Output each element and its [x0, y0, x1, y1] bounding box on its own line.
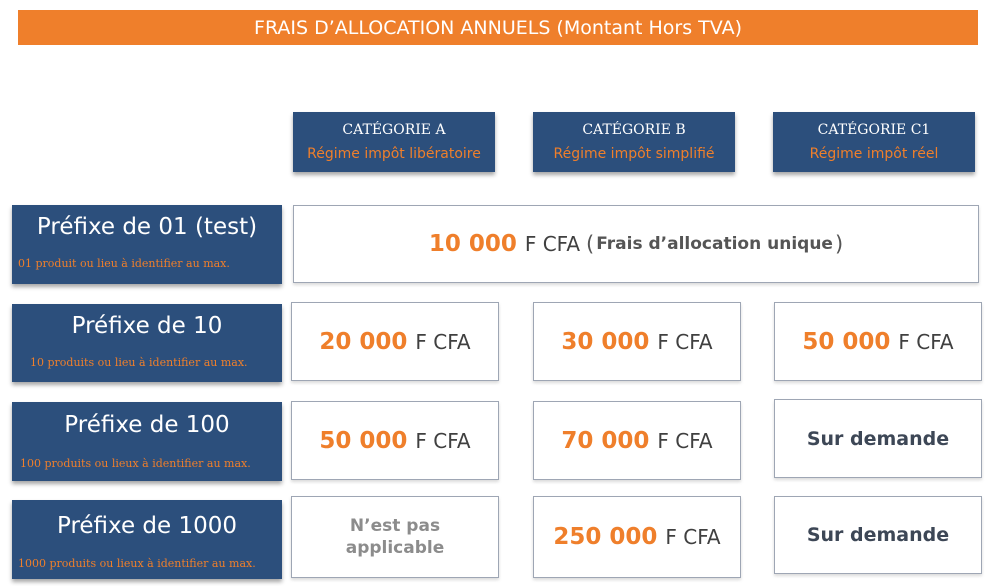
- prefix-100-label: [12, 402, 282, 481]
- on-request-text: Sur demande: [806, 427, 950, 450]
- category-name: CATÉGORIE C1: [817, 122, 931, 138]
- prefix-1000-cat-a-cell: [291, 496, 499, 578]
- category-c1-header: [773, 112, 975, 172]
- on-request-text: Sur demande: [806, 524, 950, 546]
- prefix-10-cat-b-cell: [533, 302, 741, 381]
- fee-amount: 30 000: [561, 328, 650, 355]
- note-paren-open: (: [586, 232, 595, 256]
- prefix-subtitle: 01 produit ou lieu à identifier au max.: [18, 257, 230, 270]
- category-regime: Régime impôt simplifié: [553, 146, 715, 162]
- fee-currency: F CFA: [524, 232, 581, 256]
- fee-amount: 50 000: [802, 328, 891, 355]
- page-title-banner: [18, 10, 978, 45]
- fee-currency: F CFA: [898, 329, 954, 354]
- category-name: CATÉGORIE B: [582, 122, 686, 138]
- prefix-1000-cat-c1-cell: [774, 496, 982, 574]
- note-paren-close: ): [834, 232, 844, 256]
- prefix-title: Préfixe de 10: [71, 313, 223, 339]
- not-applicable-line1: N’est pas: [349, 516, 441, 536]
- prefix-subtitle: 10 produits ou lieu à identifier au max.: [30, 356, 248, 369]
- category-b-header: [533, 112, 735, 172]
- fee-amount: 20 000: [319, 328, 408, 355]
- prefix-10-cat-c1-cell: [774, 302, 982, 381]
- prefix-100-cat-c1-cell: [774, 399, 982, 478]
- fee-currency: F CFA: [665, 525, 721, 549]
- prefix-10-cat-a-cell: [291, 302, 499, 381]
- prefix-01-label: [12, 205, 282, 284]
- fee-currency: F CFA: [657, 428, 713, 453]
- prefix-100-cat-b-cell: [533, 401, 741, 480]
- category-regime: Régime impôt libératoire: [307, 146, 481, 162]
- category-name: CATÉGORIE A: [342, 122, 446, 138]
- fee-amount: 250 000: [553, 524, 658, 550]
- category-regime: Régime impôt réel: [809, 146, 939, 162]
- prefix-title: Préfixe de 100: [64, 412, 230, 438]
- prefix-1000-label: [12, 500, 282, 579]
- prefix-title: Préfixe de 1000: [56, 513, 237, 539]
- fee-note: Frais d’allocation unique: [596, 234, 833, 254]
- fee-amount: 50 000: [319, 427, 408, 454]
- page-title: FRAIS D’ALLOCATION ANNUELS (Montant Hors TVA): [254, 16, 742, 39]
- fee-amount: 70 000: [561, 427, 650, 454]
- prefix-10-label: [12, 304, 282, 382]
- fee-currency: F CFA: [415, 428, 471, 453]
- prefix-01-fee-cell: [293, 205, 979, 283]
- prefix-100-cat-a-cell: [291, 401, 499, 480]
- category-a-header: [293, 112, 495, 172]
- prefix-1000-cat-b-cell: [533, 496, 741, 578]
- prefix-subtitle: 1000 produits ou lieux à identifier au max.: [18, 557, 256, 570]
- prefix-title: Préfixe de 01 (test): [36, 214, 258, 240]
- not-applicable-line2: applicable: [345, 538, 445, 558]
- fee-currency: F CFA: [415, 329, 471, 354]
- prefix-subtitle: 100 produits ou lieux à identifier au max.: [20, 457, 251, 470]
- fee-amount: 10 000: [428, 231, 517, 257]
- fee-currency: F CFA: [657, 329, 713, 354]
